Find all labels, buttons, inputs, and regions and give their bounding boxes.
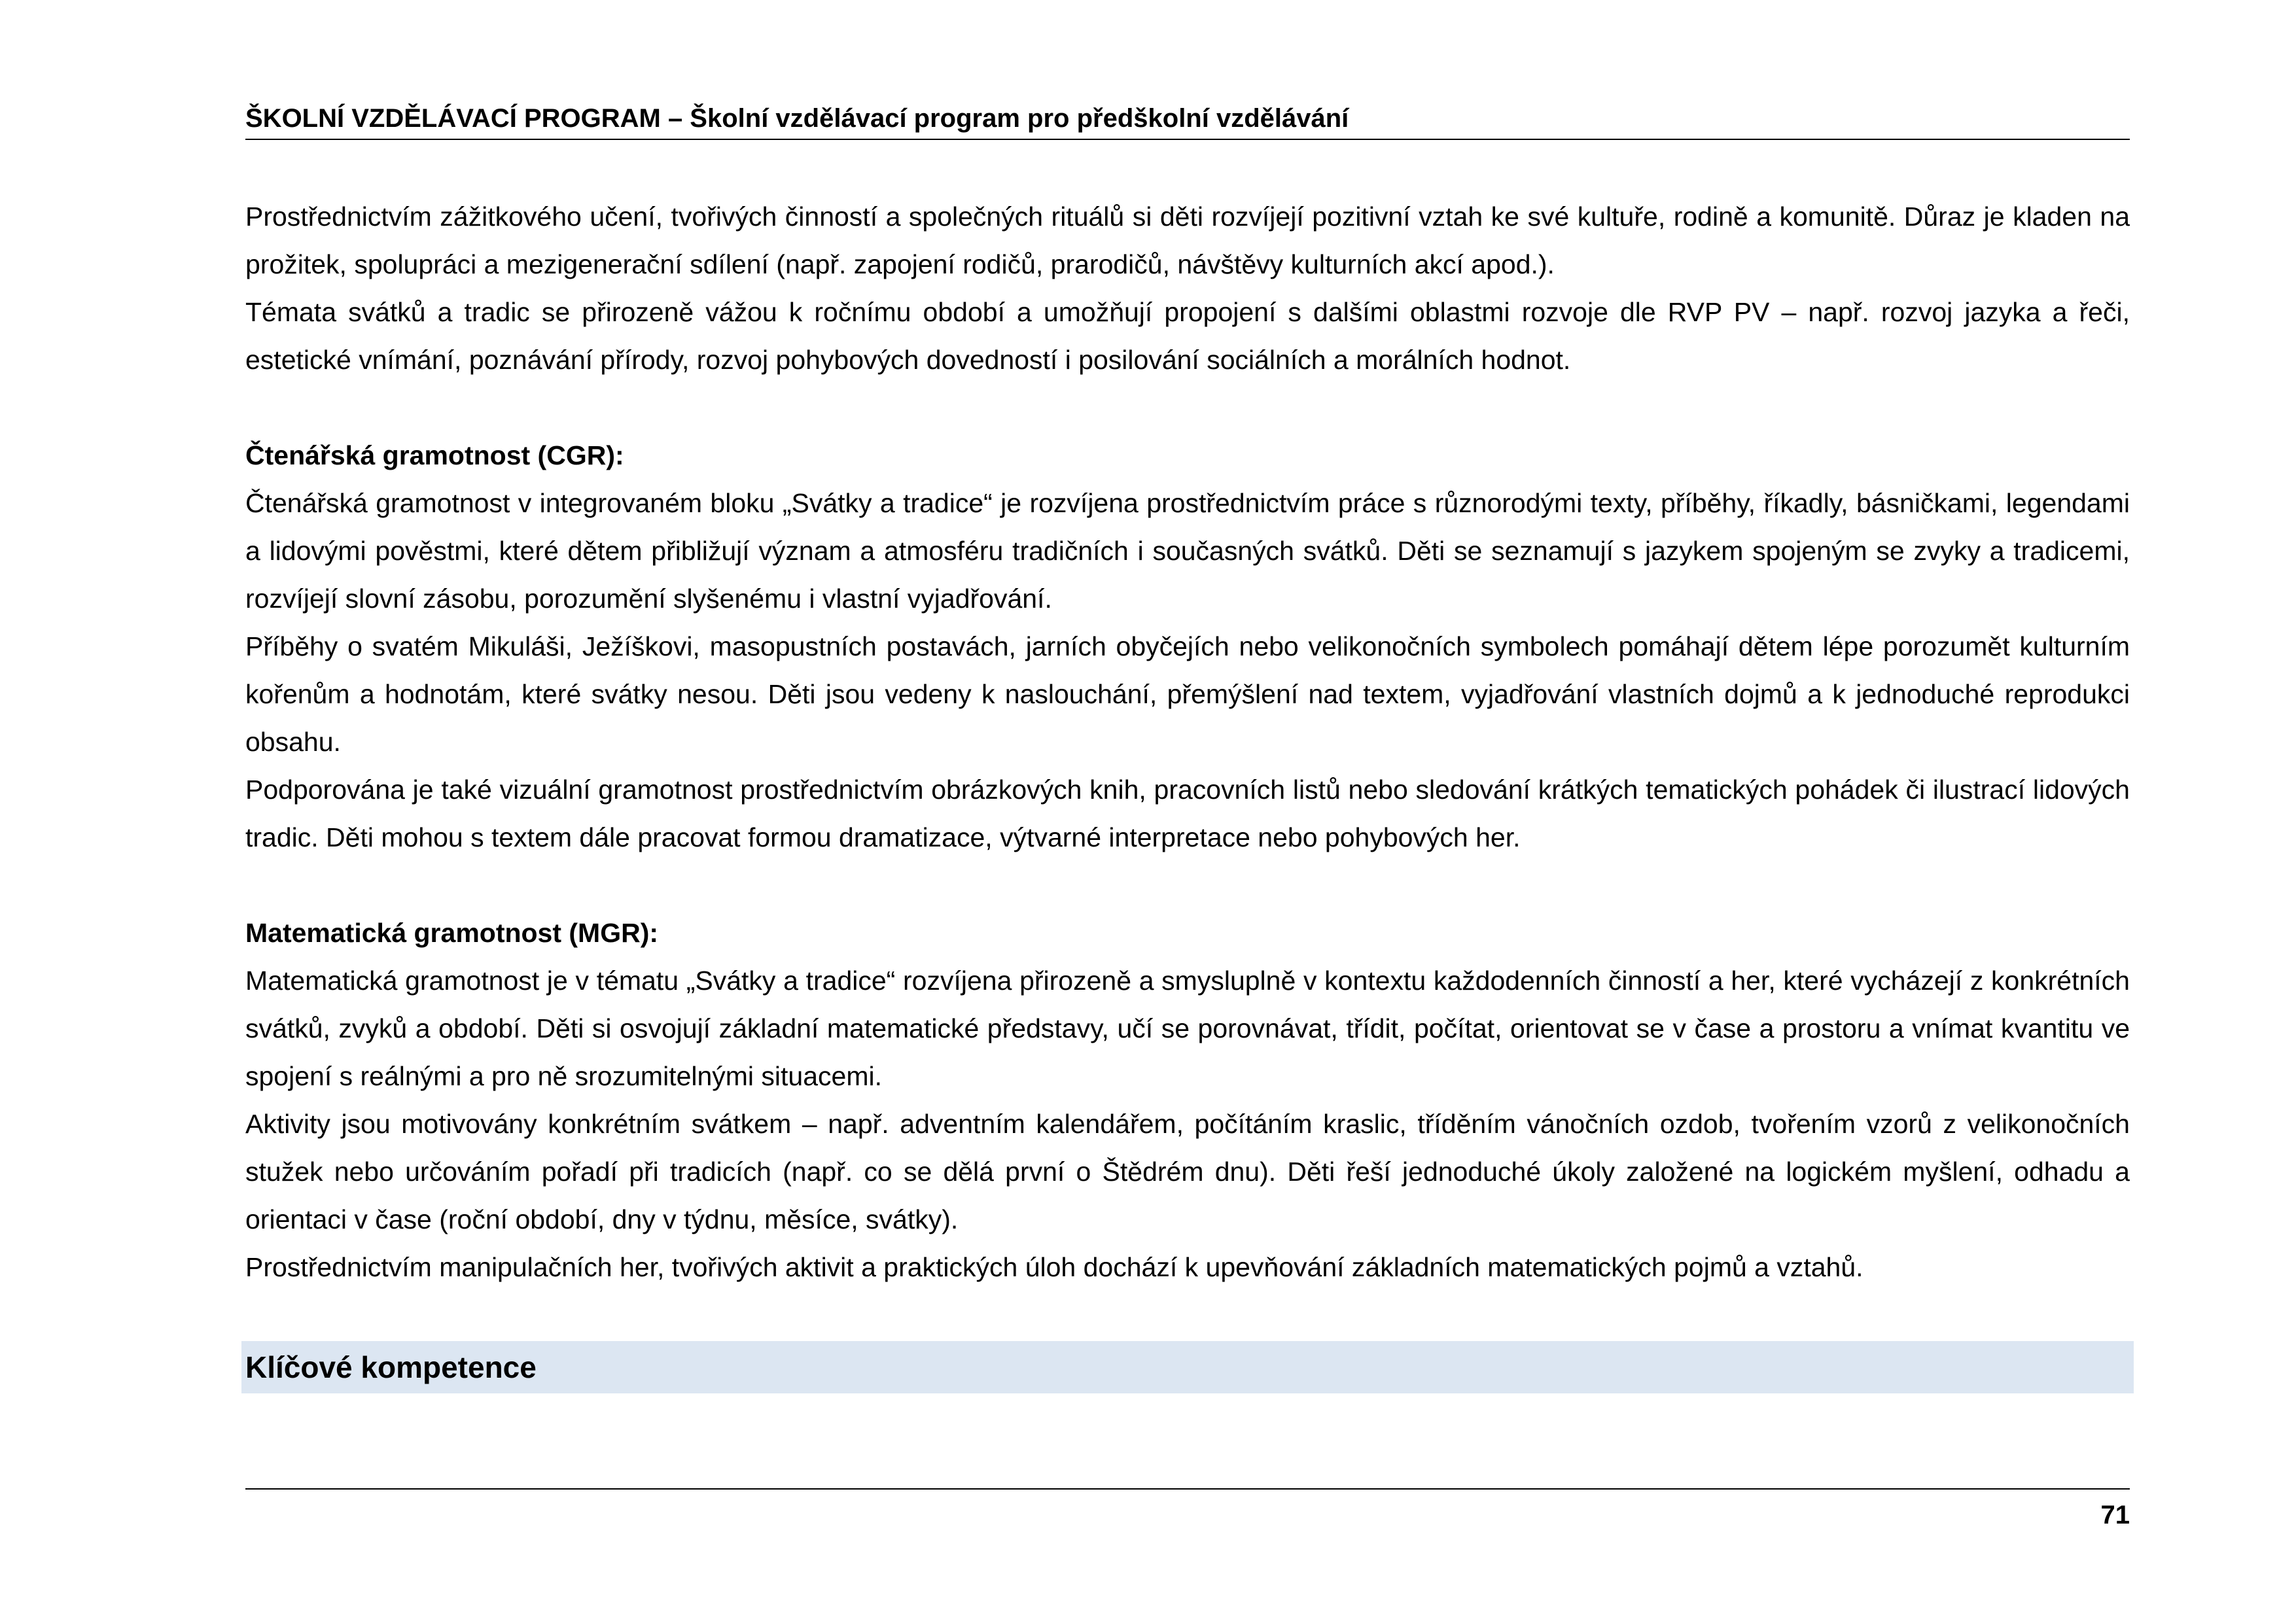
spacer [245, 862, 2130, 909]
intro-paragraph-2: Témata svátků a tradic se přirozeně vážou k ročnímu období a umožňují propojení s dalšími oblastmi rozvoje dle RVP PV – např. rozvoj jazyka a řeči, estetické vnímání, poznávání přírody, rozvoj pohybových dovedností i posilování sociálních a morálních hodnot. [245, 297, 2130, 375]
running-header: ŠKOLNÍ VZDĚLÁVACÍ PROGRAM – Školní vzdělávací program pro předškolní vzdělávání [245, 98, 2130, 140]
page-content [245, 193, 2130, 1291]
page-number: 71 [2100, 1501, 2130, 1529]
footer-divider [245, 1488, 2130, 1490]
cgr-paragraph-2: Příběhy o svatém Mikuláši, Ježíškovi, masopustních postavách, jarních obyčejích nebo velikonočních symbolech pomáhají dětem lépe porozumět kulturním kořenům a hodnotám, které svátky nesou. Děti jsou vedeny k naslouchání, přemýšlení nad textem, vyjadřování vlastních dojmů a k jednoduché reprodukci obsahu. [245, 631, 2130, 757]
mgr-paragraph-1: Matematická gramotnost je v tématu „Svátky a tradice“ rozvíjena přirozeně a smysluplně v kontextu každodenních činností a her, které vycházejí z konkrétních svátků, zvyků a období. Děti si osvojují základní matematické představy, učí se porovnávat, třídit, počítat, orientovat se v čase a prostoru a vnímat kvantitu ve spojení s reálnými a pro ně srozumitelnými situacemi. [245, 966, 2130, 1091]
mgr-heading: Matematická gramotnost (MGR): [245, 918, 659, 948]
document-page [245, 0, 2130, 1623]
cgr-paragraph-1: Čtenářská gramotnost v integrovaném bloku „Svátky a tradice“ je rozvíjena prostřednictvím práce s různorodými texty, příběhy, říkadly, básničkami, legendami a lidovými pověstmi, které dětem přibližují význam a atmosféru tradičních i současných svátků. Děti se seznamují s jazykem spojeným se zvyky a tradicemi, rozvíjejí slovní zásobu, porozumění slyšenému i vlastní vyjadřování. [245, 488, 2130, 614]
mgr-paragraph-2: Aktivity jsou motivovány konkrétním svátkem – např. adventním kalendářem, počítáním kraslic, tříděním vánočních ozdob, tvořením vzorů z velikonočních stužek nebo určováním pořadí při tradicích (např. co se dělá první o Štědrém dnu). Děti řeší jednoduché úkoly založené na logickém myšlení, odhadu a orientaci v čase (roční období, dny v týdnu, měsíce, svátky). [245, 1109, 2130, 1234]
cgr-heading: Čtenářská gramotnost (CGR): [245, 440, 624, 470]
section-heading-key-competences: Klíčové kompetence [241, 1341, 2134, 1393]
intro-paragraph-1: Prostřednictvím zážitkového učení, tvořivých činností a společných rituálů si děti rozvíjejí pozitivní vztah ke své kultuře, rodině a komunitě. Důraz je kladen na prožitek, spolupráci a mezigenerační sdílení (např. zapojení rodičů, prarodičů, návštěvy kulturních akcí apod.). [245, 201, 2130, 279]
cgr-paragraph-3: Podporována je také vizuální gramotnost prostřednictvím obrázkových knih, pracovních listů nebo sledování krátkých tematických pohádek či ilustrací lidových tradic. Děti mohou s textem dále pracovat formou dramatizace, výtvarné interpretace nebo pohybových her. [245, 775, 2130, 852]
spacer [245, 384, 2130, 432]
mgr-paragraph-3: Prostřednictvím manipulačních her, tvořivých aktivit a praktických úloh dochází k upevňování základních matematických pojmů a vztahů. [245, 1252, 1863, 1282]
